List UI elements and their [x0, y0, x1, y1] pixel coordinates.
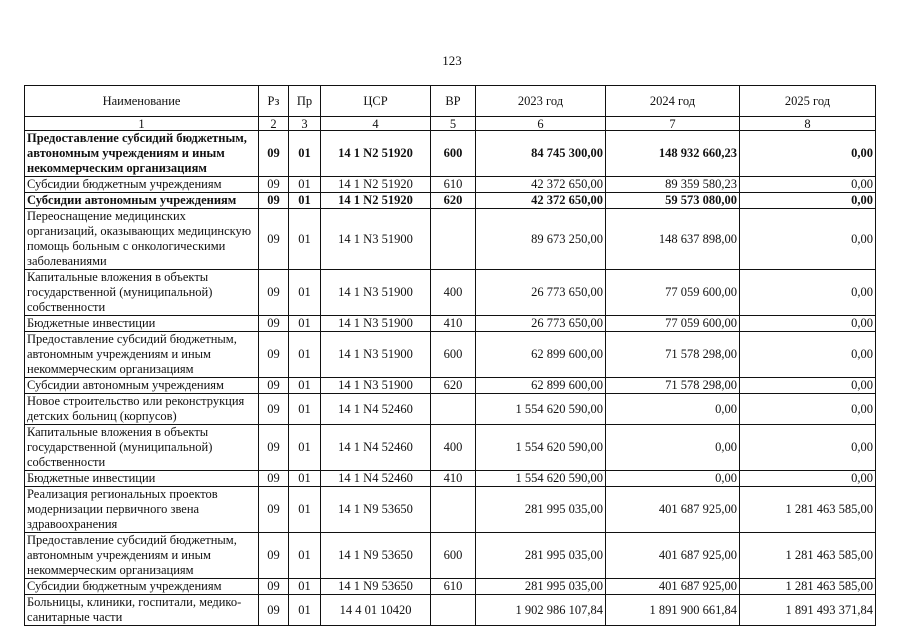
row-amount-2023: 42 372 650,00 — [476, 193, 606, 209]
row-amount-2023: 281 995 035,00 — [476, 579, 606, 595]
row-vr: 610 — [431, 177, 476, 193]
row-name: Предоставление субсидий бюджетным, автономным учреждениям и иным некоммерческим организациям — [25, 332, 259, 378]
table-row — [25, 193, 876, 209]
row-amount-2025: 0,00 — [740, 193, 876, 209]
table-row — [25, 579, 876, 595]
column-number: 1 — [25, 117, 259, 131]
row-csr: 14 1 N9 53650 — [321, 533, 431, 579]
row-rz: 09 — [259, 177, 289, 193]
column-number: 3 — [289, 117, 321, 131]
row-amount-2024: 59 573 080,00 — [606, 193, 740, 209]
row-amount-2024: 77 059 600,00 — [606, 316, 740, 332]
header-csr: ЦСР — [321, 86, 431, 117]
row-amount-2024: 0,00 — [606, 425, 740, 471]
row-amount-2023: 1 902 986 107,84 — [476, 595, 606, 626]
table-row — [25, 316, 876, 332]
table-row — [25, 487, 876, 533]
column-number: 6 — [476, 117, 606, 131]
row-name: Субсидии автономным учреждениям — [25, 378, 259, 394]
row-csr: 14 1 N2 51920 — [321, 177, 431, 193]
row-rz: 09 — [259, 131, 289, 177]
row-pr: 01 — [289, 425, 321, 471]
row-csr: 14 1 N3 51900 — [321, 378, 431, 394]
row-amount-2023: 1 554 620 590,00 — [476, 425, 606, 471]
row-csr: 14 1 N3 51900 — [321, 209, 431, 270]
row-vr: 410 — [431, 316, 476, 332]
row-csr: 14 4 01 10420 — [321, 595, 431, 626]
table-row — [25, 425, 876, 471]
row-amount-2025: 0,00 — [740, 209, 876, 270]
row-csr: 14 1 N9 53650 — [321, 579, 431, 595]
table-row — [25, 378, 876, 394]
row-csr: 14 1 N4 52460 — [321, 425, 431, 471]
row-amount-2024: 77 059 600,00 — [606, 270, 740, 316]
row-rz: 09 — [259, 332, 289, 378]
row-amount-2025: 1 281 463 585,00 — [740, 487, 876, 533]
row-csr: 14 1 N4 52460 — [321, 471, 431, 487]
table-row — [25, 177, 876, 193]
row-amount-2023: 84 745 300,00 — [476, 131, 606, 177]
column-number-row — [25, 117, 876, 131]
table-row — [25, 270, 876, 316]
row-name: Предоставление субсидий бюджетным, автономным учреждениям и иным некоммерческим организациям — [25, 533, 259, 579]
header-2025: 2025 год — [740, 86, 876, 117]
header-pr: Пр — [289, 86, 321, 117]
header-2024: 2024 год — [606, 86, 740, 117]
page-number: 123 — [442, 53, 462, 68]
row-amount-2024: 401 687 925,00 — [606, 533, 740, 579]
column-number: 8 — [740, 117, 876, 131]
column-number: 2 — [259, 117, 289, 131]
row-rz: 09 — [259, 316, 289, 332]
row-name: Новое строительство или реконструкция детских больниц (корпусов) — [25, 394, 259, 425]
row-amount-2023: 62 899 600,00 — [476, 378, 606, 394]
row-name: Субсидии бюджетным учреждениям — [25, 579, 259, 595]
row-amount-2024: 1 891 900 661,84 — [606, 595, 740, 626]
row-rz: 09 — [259, 471, 289, 487]
row-pr: 01 — [289, 177, 321, 193]
row-name: Капитальные вложения в объекты государственной (муниципальной) собственности — [25, 270, 259, 316]
row-amount-2023: 1 554 620 590,00 — [476, 471, 606, 487]
header-2023: 2023 год — [476, 86, 606, 117]
row-vr: 600 — [431, 533, 476, 579]
table-row — [25, 394, 876, 425]
row-amount-2025: 1 281 463 585,00 — [740, 579, 876, 595]
row-amount-2025: 0,00 — [740, 270, 876, 316]
row-pr: 01 — [289, 131, 321, 177]
row-name: Переоснащение медицинских организаций, оказывающих медицинскую помощь больным с онкологическими заболеваниями — [25, 209, 259, 270]
row-pr: 01 — [289, 471, 321, 487]
table-row — [25, 209, 876, 270]
row-amount-2024: 71 578 298,00 — [606, 332, 740, 378]
row-rz: 09 — [259, 270, 289, 316]
row-rz: 09 — [259, 533, 289, 579]
row-amount-2025: 0,00 — [740, 378, 876, 394]
row-amount-2023: 42 372 650,00 — [476, 177, 606, 193]
row-amount-2024: 0,00 — [606, 394, 740, 425]
row-name: Реализация региональных проектов модернизации первичного звена здравоохранения — [25, 487, 259, 533]
row-amount-2025: 0,00 — [740, 131, 876, 177]
row-name: Субсидии автономным учреждениям — [25, 193, 259, 209]
row-amount-2023: 26 773 650,00 — [476, 270, 606, 316]
row-amount-2024: 89 359 580,23 — [606, 177, 740, 193]
row-pr: 01 — [289, 332, 321, 378]
row-name: Бюджетные инвестиции — [25, 471, 259, 487]
row-amount-2025: 0,00 — [740, 332, 876, 378]
row-amount-2023: 281 995 035,00 — [476, 487, 606, 533]
budget-table — [24, 85, 876, 626]
row-rz: 09 — [259, 579, 289, 595]
row-pr: 01 — [289, 316, 321, 332]
table-header-row — [25, 86, 876, 117]
row-rz: 09 — [259, 487, 289, 533]
row-vr: 610 — [431, 579, 476, 595]
row-amount-2024: 148 637 898,00 — [606, 209, 740, 270]
row-pr: 01 — [289, 487, 321, 533]
header-rz: Рз — [259, 86, 289, 117]
row-csr: 14 1 N9 53650 — [321, 487, 431, 533]
row-pr: 01 — [289, 533, 321, 579]
row-pr: 01 — [289, 378, 321, 394]
row-vr: 620 — [431, 378, 476, 394]
row-name: Больницы, клиники, госпитали, медико-санитарные части — [25, 595, 259, 626]
row-csr: 14 1 N3 51900 — [321, 316, 431, 332]
header-vr: ВР — [431, 86, 476, 117]
row-amount-2024: 0,00 — [606, 471, 740, 487]
row-name: Субсидии бюджетным учреждениям — [25, 177, 259, 193]
row-amount-2025: 1 891 493 371,84 — [740, 595, 876, 626]
table-body — [25, 131, 876, 626]
row-vr: 600 — [431, 332, 476, 378]
column-number: 5 — [431, 117, 476, 131]
row-vr: 400 — [431, 270, 476, 316]
row-amount-2024: 401 687 925,00 — [606, 487, 740, 533]
row-rz: 09 — [259, 595, 289, 626]
row-amount-2023: 62 899 600,00 — [476, 332, 606, 378]
row-vr — [431, 209, 476, 270]
row-csr: 14 1 N3 51900 — [321, 270, 431, 316]
row-amount-2025: 0,00 — [740, 177, 876, 193]
row-pr: 01 — [289, 270, 321, 316]
row-amount-2024: 148 932 660,23 — [606, 131, 740, 177]
row-amount-2024: 71 578 298,00 — [606, 378, 740, 394]
row-name: Бюджетные инвестиции — [25, 316, 259, 332]
row-vr: 410 — [431, 471, 476, 487]
row-amount-2025: 1 281 463 585,00 — [740, 533, 876, 579]
row-rz: 09 — [259, 209, 289, 270]
table-row — [25, 471, 876, 487]
row-pr: 01 — [289, 209, 321, 270]
table-row — [25, 533, 876, 579]
row-name: Предоставление субсидий бюджетным, автономным учреждениям и иным некоммерческим организациям — [25, 131, 259, 177]
row-csr: 14 1 N2 51920 — [321, 131, 431, 177]
row-rz: 09 — [259, 378, 289, 394]
row-amount-2025: 0,00 — [740, 425, 876, 471]
row-name: Капитальные вложения в объекты государственной (муниципальной) собственности — [25, 425, 259, 471]
row-vr: 400 — [431, 425, 476, 471]
row-vr — [431, 595, 476, 626]
column-number: 7 — [606, 117, 740, 131]
row-amount-2024: 401 687 925,00 — [606, 579, 740, 595]
table-row — [25, 332, 876, 378]
row-rz: 09 — [259, 193, 289, 209]
row-amount-2025: 0,00 — [740, 394, 876, 425]
row-pr: 01 — [289, 579, 321, 595]
row-pr: 01 — [289, 394, 321, 425]
row-pr: 01 — [289, 193, 321, 209]
table-row — [25, 131, 876, 177]
row-amount-2023: 89 673 250,00 — [476, 209, 606, 270]
row-amount-2025: 0,00 — [740, 471, 876, 487]
row-amount-2025: 0,00 — [740, 316, 876, 332]
column-number: 4 — [321, 117, 431, 131]
row-csr: 14 1 N4 52460 — [321, 394, 431, 425]
row-pr: 01 — [289, 595, 321, 626]
row-vr — [431, 487, 476, 533]
row-amount-2023: 26 773 650,00 — [476, 316, 606, 332]
row-csr: 14 1 N2 51920 — [321, 193, 431, 209]
header-name: Наименование — [25, 86, 259, 117]
row-rz: 09 — [259, 425, 289, 471]
row-rz: 09 — [259, 394, 289, 425]
row-csr: 14 1 N3 51900 — [321, 332, 431, 378]
row-amount-2023: 1 554 620 590,00 — [476, 394, 606, 425]
row-vr: 620 — [431, 193, 476, 209]
table-row — [25, 595, 876, 626]
row-amount-2023: 281 995 035,00 — [476, 533, 606, 579]
row-vr — [431, 394, 476, 425]
row-vr: 600 — [431, 131, 476, 177]
